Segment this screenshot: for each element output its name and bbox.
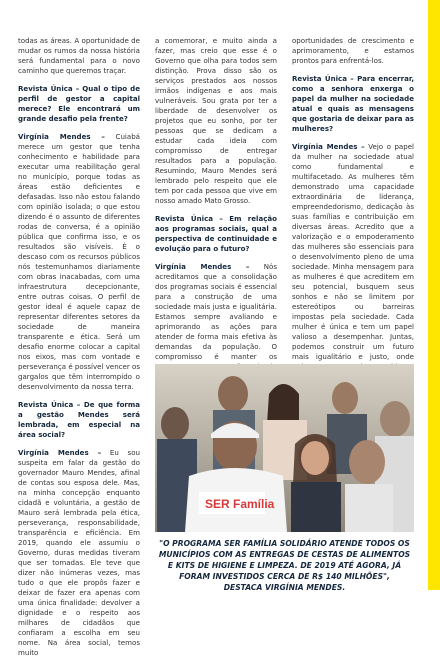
answer-text: Eu sou suspeita em falar da gestão do governador Mauro Mendes, afinal de contas sou esposa dele. Mas, na minha concepção enquanto cidadã e voluntária, a gestão de Mauro será lembrada pela ética, perseverança, responsabilidade, transparência e eficiência. Em 2019, quando ele assumiu o Governo, duras medidas tiveram que ser tomadas. Ele teve que dizer não inúmeras vezes, mas tudo o que ele propôs fazer e deixar de fazer era apenas com uma única finalidade: devolver a dignidade e o respeito aos milhares de cidadãos que confiaram a escolha em seu nome. Na área social, temos muito: [18, 448, 140, 657]
interview-question: Revista Única – De que forma a gestão Mendes será lembrada, em especial na área social?: [18, 400, 140, 439]
caption-quote: "O PROGRAMA SER FAMÍLIA SOLIDÁRIO ATENDE TODOS OS MUNICÍPIOS COM AS ENTREGAS DE CESTAS DE ALIMENTOS E KITS DE HIGIENE E LIMPEZA. DE 2019 ATÉ AGORA, JÁ FORAM INVESTIDOS CERCA DE R$ 140 MILHÕES",: [158, 539, 411, 581]
paragraph: a comemorar, e muito ainda a fazer, mas creio que esse é o Governo que olha para todos sem distinção. Prova disso são os serviços prestados aos nossos irmãos indígenas e aos mais vulneráveis. Sou grata por ter a liberdade de desenvolver os projetos que eu sonho, por ter pessoas que se dedicam a estudar cada ideia com compromisso de entregar resultados para a população. Resumindo, Mauro Mendes será lembrado pelo respeito que ele tem por cada pessoa que vive em nosso amado Mato Grosso.: [155, 36, 277, 205]
answer-speaker: Virgínia Mendes –: [18, 448, 102, 457]
answer-speaker: Virgínia Mendes –: [18, 132, 105, 141]
article-page: [18, 36, 414, 657]
interview-answer: [18, 132, 140, 392]
answer-speaker: Virgínia Mendes –: [292, 142, 365, 151]
crowd-photo-illustration: [155, 364, 414, 532]
interview-answer: [18, 448, 140, 658]
answer-speaker: Virgínia Mendes –: [155, 262, 250, 271]
yellow-edge-bar: [428, 0, 440, 590]
event-photo: [155, 364, 414, 532]
interview-question: Revista Única – Para encerrar, como a senhora enxerga o papel da mulher na sociedade atual e quais as mensagens que gostaria de deixar para as mulheres?: [292, 74, 414, 133]
photo-caption: [155, 538, 414, 593]
answer-text: Vejo o papel da mulher na sociedade atual como fundamental e multifacetado. As mulheres têm demonstrado uma capacidade extraordinária de liderança, empreendedorismo, dedicação às suas famílias e contribuição em diversas áreas. Acredito que a valorização e o empoderamento das mulheres são essenciais para o desenvolvimento pleno de uma sociedade. Minha mensagem para as mulheres é que acreditem em seu potencial, busquem seus sonhos e não se limitem por estereótipos ou barreiras impostas pela sociedade. Cada mulher é única e tem um papel valioso a desempenhar. Juntas, podemos construir um futuro mais igualitário e justo, onde: [292, 142, 414, 361]
article-column-3: [292, 36, 414, 420]
paragraph: todas as áreas. A oportunidade de mudar os rumos da nossa história será fundamental para o novo caminho que queremos traçar.: [18, 36, 140, 75]
article-column-1: [18, 36, 140, 666]
answer-text: Nós acreditamos que a consolidação dos programas sociais é essencial para a construção de uma sociedade mais justa e igualitária. Estamos sempre avaliando e aprimorando as ações para atender de forma mais efetiva às demandas da população. O compromisso é manter os: [155, 262, 277, 361]
caption-attribution: DESTACA VIRGÍNIA MENDES.: [223, 583, 346, 592]
interview-question: Revista Única – Qual o tipo de perfil de gestor a capital merece? Ele encontrará um grande desafio pela frente?: [18, 84, 140, 123]
paragraph: oportunidades de crescimento e aprimoramento, e estamos prontos para enfrentá-los.: [292, 36, 414, 65]
answer-text: Cuiabá merece um gestor que tenha conhecimento e habilidade para executar uma reabilitação geral no município, porque todas as áreas estão deficientes e defasadas. Isso não estou falando com opinião isolada; o que estou dizendo é o assunto de diferentes rodas de conversa, é a opinião pública que confirma isso, e os resultados são visíveis. É o descaso com os recursos públicos nós testemunhamos diariamente com obras inacabadas, com uma infraestrutura decepcionante, entre outras coisas. O perfil de gestor ideal é aquele capaz de representar diferentes setores da sociedade de maneira transparente e ética. Será um desafio enorme colocar a capital nos eixos, mas com vontade e perseverança é possível vencer os gargalos que têm interrompido o desenvolvimento da nossa terra.: [18, 132, 140, 391]
interview-question: Revista Única – Em relação aos programas sociais, qual a perspectiva de continuidade e evolução para o futuro?: [155, 214, 277, 253]
shirt-logo-text: SER Família: [205, 497, 275, 511]
